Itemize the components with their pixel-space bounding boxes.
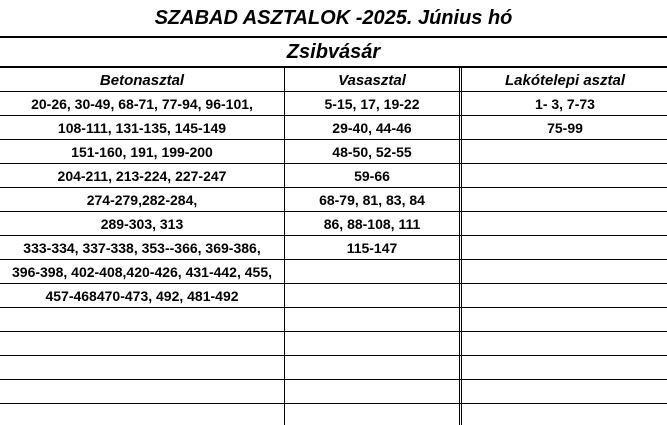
page-title: SZABAD ASZTALOK -2025. Június hó xyxy=(154,6,513,29)
column-divider-double xyxy=(459,68,460,425)
section-title: Zsibvásár xyxy=(286,40,381,63)
column-header-vasasztal: Vasasztal xyxy=(338,71,406,89)
table-cell: 274-279,282-284, xyxy=(86,192,198,208)
table-cell xyxy=(0,356,284,380)
table-cell xyxy=(463,236,667,260)
table-cell xyxy=(0,308,284,332)
table-cell xyxy=(285,332,459,356)
table-cell xyxy=(285,380,459,404)
table-cell xyxy=(463,164,667,188)
table-cell: 75-99 xyxy=(547,120,583,136)
table-cell: 48-50, 52-55 xyxy=(332,144,412,160)
table-cell xyxy=(463,284,667,308)
table-cell xyxy=(463,188,667,212)
table-cell xyxy=(285,284,459,308)
table-cell xyxy=(463,332,667,356)
table-cell xyxy=(463,140,667,164)
table-cell: 59-66 xyxy=(354,168,390,184)
table-cell: 151-160, 191, 199-200 xyxy=(71,144,213,160)
table-cell: 5-15, 17, 19-22 xyxy=(324,96,420,112)
table-cell: 20-26, 30-49, 68-71, 77-94, 96-101, xyxy=(31,96,253,112)
table-cell xyxy=(285,260,459,284)
table-cell: 333-334, 337-338, 353--366, 369-386, xyxy=(23,240,261,256)
table-cell xyxy=(0,380,284,404)
table-cell xyxy=(463,356,667,380)
column-header-betonasztal: Betonasztal xyxy=(99,71,185,89)
table-cell: 29-40, 44-46 xyxy=(332,120,412,136)
table-cell: 204-211, 213-224, 227-247 xyxy=(57,168,227,184)
table-cell xyxy=(463,260,667,284)
table-cell: 108-111, 131-135, 145-149 xyxy=(57,120,227,136)
table-cell: 396-398, 402-408,420-426, 431-442, 455, xyxy=(12,264,272,280)
table-cell: 86, 88-108, 111 xyxy=(323,216,421,232)
table-cell xyxy=(0,332,284,356)
table-cell xyxy=(463,212,667,236)
row-divider xyxy=(0,403,667,404)
column-divider-double xyxy=(461,68,462,425)
column-header-lakotelepi-asztal: Lakótelepi asztal xyxy=(504,71,626,89)
table-cell xyxy=(463,308,667,332)
table-cell: 115-147 xyxy=(346,240,398,256)
table-cell xyxy=(285,308,459,332)
table-cell: 1- 3, 7-73 xyxy=(535,96,595,112)
table-cell: 68-79, 81, 83, 84 xyxy=(319,192,425,208)
table-cell xyxy=(285,356,459,380)
table-cell xyxy=(463,380,667,404)
table-cell: 289-303, 313 xyxy=(100,216,184,232)
column-divider xyxy=(284,68,285,425)
table-cell: 457-468470-473, 492, 481-492 xyxy=(45,288,239,304)
